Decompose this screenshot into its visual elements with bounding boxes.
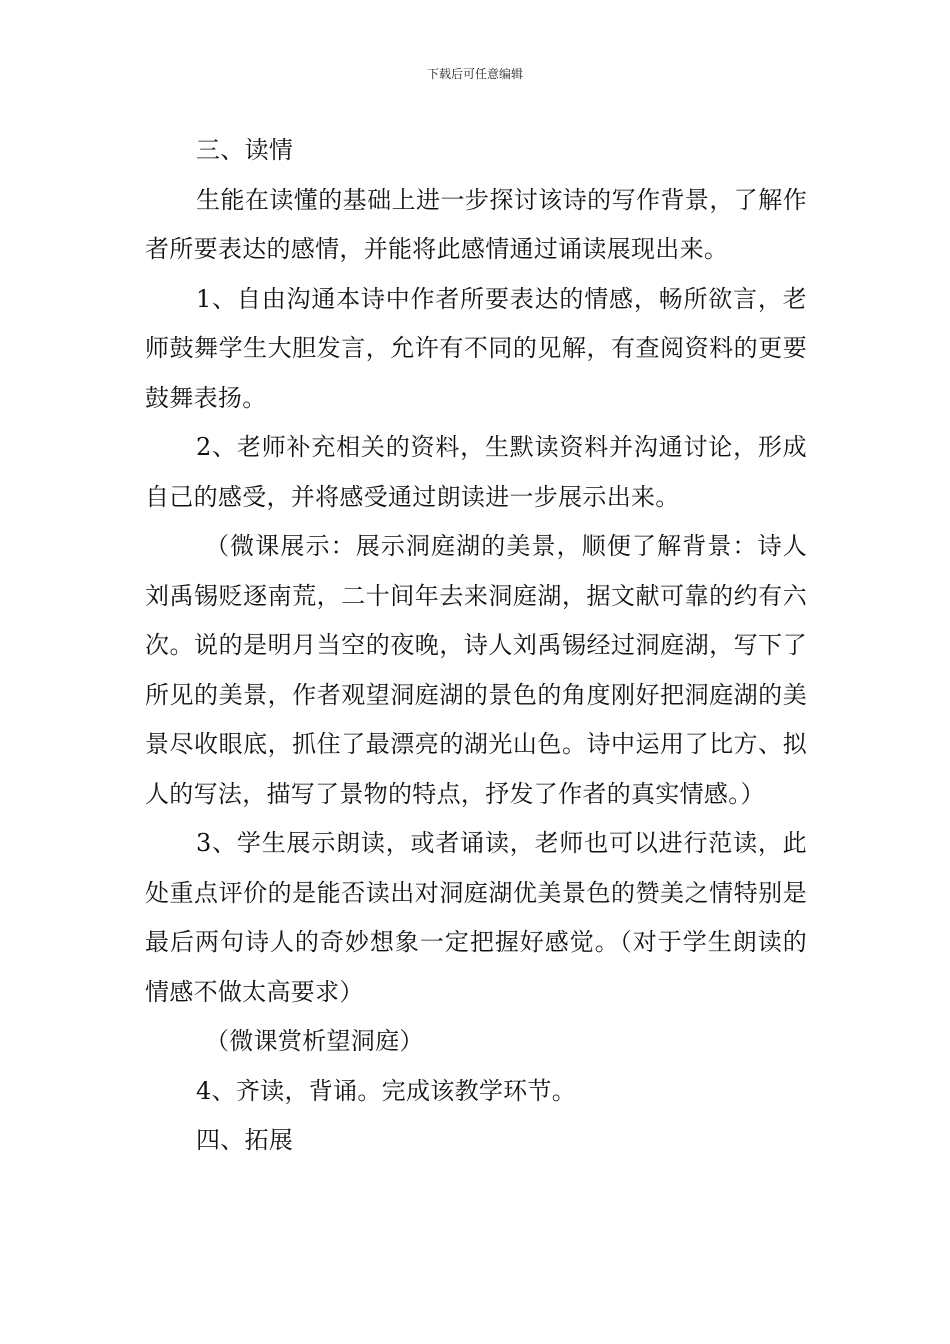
- section-heading-reading-emotion: 三、读情: [196, 136, 294, 164]
- section-heading-extension: 四、拓展: [196, 1126, 294, 1154]
- paragraph-step-4: 4、齐读，背诵。完成该教学环节。: [196, 1076, 577, 1105]
- paragraph-goal: 生能在读懂的基础上进一步探讨该诗的写作背景，了解作者所要表达的感情，并能将此感情通过诵读展现出来。: [145, 185, 807, 263]
- paragraph-microlesson-appreciation: （微课赏析望洞庭）: [205, 1027, 424, 1055]
- paragraph-step-2: 2、老师补充相关的资料，生默读资料并沟通讨论，形成自己的感受，并将感受通过朗读进一步展示出来。: [145, 433, 807, 511]
- paragraph-microlesson-display: （微课展示：展示洞庭湖的美景，顺便了解背景：诗人刘禹锡贬逐南荒，二十间年去来洞庭湖，据文献可靠的约有六次。说的是明月当空的夜晚，诗人刘禹锡经过洞庭湖，写下了所见的美景，作者观望洞庭湖的景色的角度刚好把洞庭湖的美景尽收眼底，抓住了最漂亮的湖光山色。诗中运用了比方、拟人的写法，描写了景物的特点，抒发了作者的真实情感。）: [145, 532, 807, 808]
- paragraph-step-1: 1、自由沟通本诗中作者所要表达的情感，畅所欲言，老师鼓舞学生大胆发言，允许有不同的见解，有查阅资料的更要鼓舞表扬。: [145, 284, 807, 412]
- paragraph-step-3: 3、学生展示朗读，或者诵读，老师也可以进行范读，此处重点评价的是能否读出对洞庭湖优美景色的赞美之情特别是最后两句诗人的奇妙想象一定把握好感觉。（对于学生朗读的情感不做太高要求）: [145, 829, 807, 1006]
- page-header: 下载后可任意编辑: [426, 67, 523, 81]
- document-body: [145, 126, 807, 1166]
